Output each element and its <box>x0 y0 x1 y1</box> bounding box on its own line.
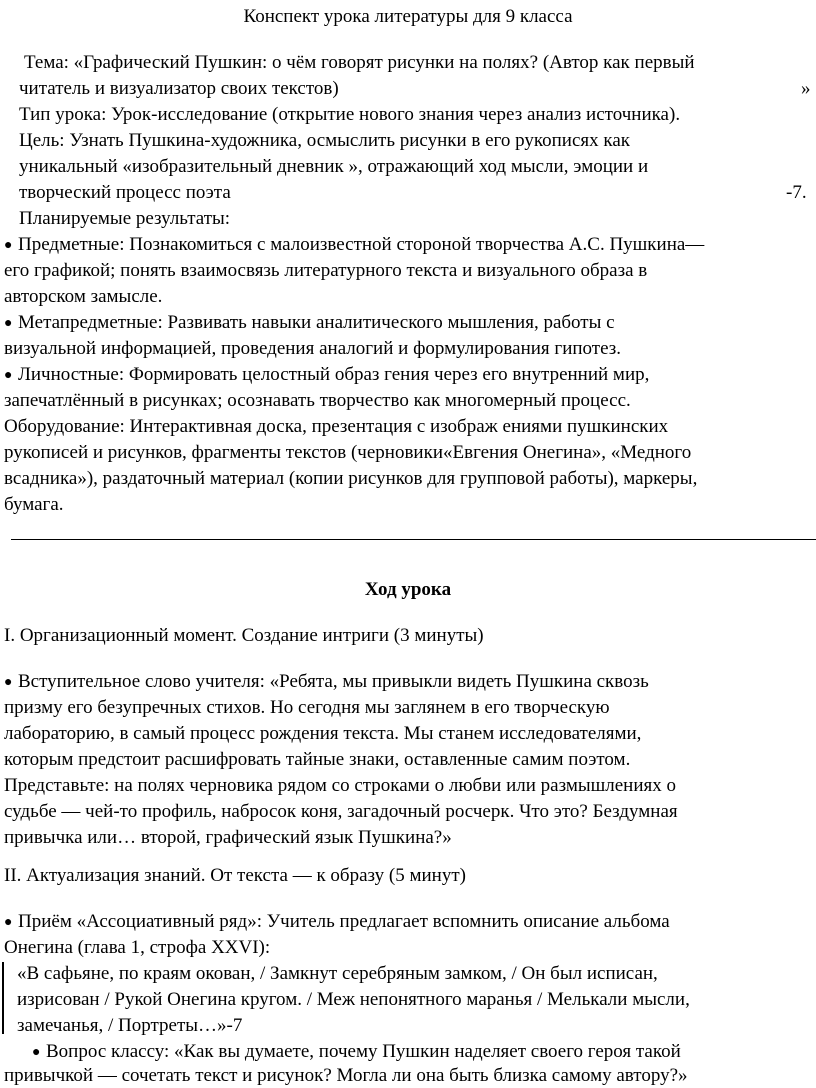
stage1-heading: I. Организационный момент. Создание интриги (3 минуты) <box>4 625 484 646</box>
goal-line-3: творческий процесс поэта <box>19 182 231 203</box>
bullet-icon: ● <box>4 675 13 690</box>
results-meta-line-2: визуальной информацией, проведения аналогий и формулирования гипотез. <box>4 338 622 359</box>
stage1-line-6: судьбе — чей-то профиль, набросок коня, загадочный росчерк. Что это? Бездумная <box>4 801 678 822</box>
results-subject-line-3: авторском замысле. <box>4 286 163 307</box>
theme-line-1: Тема: «Графический Пушкин: о чём говорят рисунки на полях? (Автор как первый <box>24 52 695 73</box>
stage1-line-3: лабораторию, в самый процесс рождения текста. Мы станем исследователями, <box>4 723 642 744</box>
theme-line-2-end: » <box>801 78 811 99</box>
lesson-type: Тип урока: Урок-исследование (открытие нового знания через анализ источника). <box>19 104 681 125</box>
results-subject-line-1: ● Предметные: Познакомиться с малоизвестной стороной творчества А.С. Пушкина— <box>4 233 704 258</box>
stage1-line-1: ● Вступительное слово учителя: «Ребята, мы привыкли видеть Пушкина сквозь <box>4 670 649 695</box>
goal-line-3-end: -7. <box>786 182 807 203</box>
equipment-line-3: всадника»), раздаточный материал (копии рисунков для групповой работы), маркеры, <box>4 468 698 489</box>
bullet-icon: ● <box>32 1045 41 1060</box>
results-personal-line-2: запечатлённый в рисунках; осознавать творчество как многомерный процесс. <box>4 390 631 411</box>
equipment-line-1: Оборудование: Интерактивная доска, презентация с изображ ениями пушкинских <box>4 416 669 437</box>
stage1-line-5: Представьте: на полях черновика рядом со строками о любви или размышлениях о <box>4 775 676 796</box>
quote-line-3: замечанья, / Портреты…»-7 <box>17 1015 243 1036</box>
horizontal-divider <box>11 539 816 540</box>
stage1-line-7: привычка или… второй, графический язык Пушкина?» <box>4 827 452 848</box>
results-subject-line-2: его графикой; понять взаимосвязь литературного текста и визуального образа в <box>4 260 648 281</box>
results-heading: Планируемые результаты: <box>19 208 231 229</box>
goal-line-2: уникальный «изобразительный дневник », отражающий ход мысли, эмоции и <box>19 156 649 177</box>
stage2-line-2: Онегина (глава 1, строфа XXVI): <box>4 937 271 958</box>
bullet-icon: ● <box>4 316 13 331</box>
quote-bar <box>2 962 4 1034</box>
document-title: Конспект урока литературы для 9 класса <box>243 6 573 27</box>
question-line-1: ● Вопрос классу: «Как вы думаете, почему Пушкин наделяет своего героя такой <box>32 1040 681 1065</box>
course-heading: Ход урока <box>364 579 452 600</box>
stage1-line-2: призму его безупречных стихов. Но сегодня мы заглянем в его творческую <box>4 697 610 718</box>
goal-line-1: Цель: Узнать Пушкина-художника, осмыслить рисунки в его рукописях как <box>19 130 631 151</box>
quote-line-2: изрисован / Рукой Онегина кругом. / Меж непонятного маранья / Мелькали мысли, <box>17 989 690 1010</box>
stage2-heading: II. Актуализация знаний. От текста — к образу (5 минут) <box>4 865 466 886</box>
bullet-icon: ● <box>4 368 13 383</box>
theme-line-2: читатель и визуализатор своих текстов) <box>19 78 339 99</box>
stage1-line-4: которым предстоит расшифровать тайные знаки, оставленные самим поэтом. <box>4 749 631 770</box>
bullet-icon: ● <box>4 238 13 253</box>
results-meta-line-1: ● Метапредметные: Развивать навыки аналитического мышления, работы с <box>4 311 615 336</box>
stage2-line-1: ● Приём «Ассоциативный ряд»: Учитель предлагает вспомнить описание альбома <box>4 910 670 935</box>
equipment-line-2: рукописей и рисунков, фрагменты текстов (черновики«Евгения Онегина», «Медного <box>4 442 692 463</box>
bullet-icon: ● <box>4 915 13 930</box>
question-line-2: привычкой — сочетать текст и рисунок? Могла ли она быть близка самому автору?» <box>4 1065 688 1086</box>
equipment-line-4: бумага. <box>4 494 64 515</box>
results-personal-line-1: ● Личностные: Формировать целостный образ гения через его внутренний мир, <box>4 363 649 388</box>
quote-line-1: «В сафьяне, по краям окован, / Замкнут серебряным замком, / Он был исписан, <box>17 963 658 984</box>
